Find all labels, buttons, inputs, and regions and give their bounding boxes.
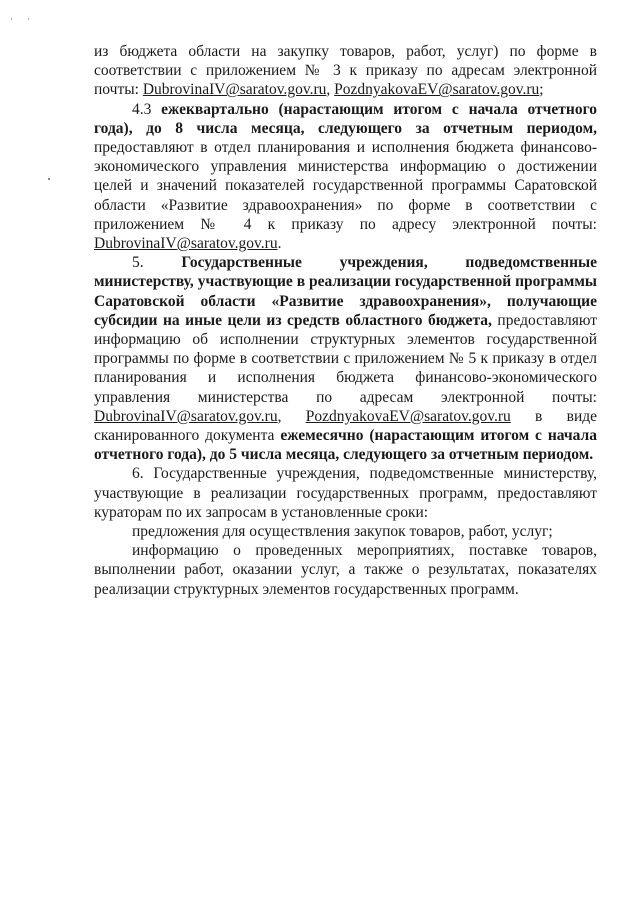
paragraph-text: предоставляют информацию об исполнении структурных элементов государственной программы по форме в соответствии с приложением № 5 к приказу в отдел планирования и исполнения бюджета финансово-экономического управления министерства по адресам электронной почты: [94,311,598,406]
bold-subject: Государственные учреждения, подведомственные министерству, участвующие в реализации государственной программы Саратовской области «Развитие здравоохранения», получающие субсидии на иные цели из средств областного бюджета, [94,254,597,329]
separator: , [326,81,335,99]
punctuation: . [277,235,282,253]
paragraph-4-3 [94,100,597,254]
scan-marks: · · [10,14,37,24]
clause-number: 5. [132,254,182,272]
email-link[interactable]: DubrovinaIV@saratov.gov.ru [94,235,278,253]
list-item-information: информацию о проведенных мероприятиях, поставке товаров, выполнении работ, оказании услуг, а также о результатах, показателях реализации структурных элементов государственных программ. [94,542,597,598]
bold-deadline: ежемесячно (нарастающим итогом с начала отчетного года), до 5 числа месяца, следующего за отчетным периодом. [94,427,597,464]
punctuation: ; [539,81,544,99]
email-link[interactable]: DubrovinaIV@saratov.gov.ru [142,81,327,99]
scan-speck [48,178,50,180]
bold-deadline: ежеквартально (нарастающим итогом с начала отчетного года), до 8 числа месяца, следующего за отчетным периодом, [94,100,597,137]
separator: , [277,407,306,425]
paragraph-text: предоставляют в отдел планирования и исполнения бюджета финансово-экономического управления министерства информацию о достижении целей и значений показателей государственной программы Саратовской области «Развитие здравоохранения» по форме в соответствии с приложением № 4 к приказу по адресу электронной почты: [94,139,597,233]
paragraph-continuation [94,42,597,100]
paragraph-text: в виде сканированного документа [94,407,598,445]
paragraph-5 [94,253,597,464]
paragraph-6: 6. Государственные учреждения, подведомственные министерству, участвующие в реализации государственных программ, предоставляют кураторам по их запросам в установленные сроки: [94,465,597,521]
email-link[interactable]: PozdnyakovaEV@saratov.gov.ru [334,81,540,99]
clause-number: 4.3 [132,100,162,118]
email-link[interactable]: PozdnyakovaEV@saratov.gov.ru [305,407,511,425]
email-link[interactable]: DubrovinaIV@saratov.gov.ru [94,407,278,425]
document-body [94,42,597,599]
list-item-proposals: предложения для осуществления закупок товаров, работ, услуг; [132,523,553,541]
paragraph-text: из бюджета области на закупку товаров, работ, услуг) по форме в соответствии с приложением № 3 к приказу по адресам электронной почты: [94,43,597,99]
